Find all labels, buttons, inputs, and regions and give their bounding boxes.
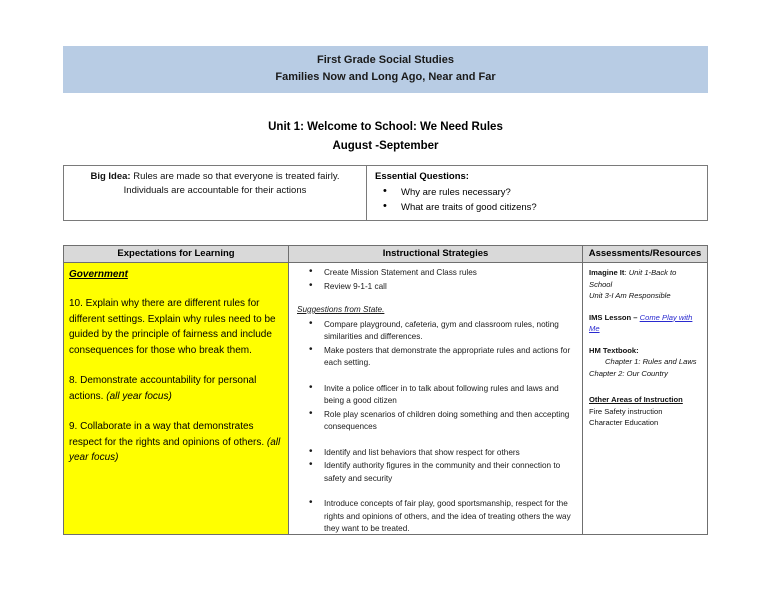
resource-ims-label: IMS Lesson – xyxy=(589,312,640,322)
essential-questions-title: Essential Questions: xyxy=(375,171,469,182)
list-item: • Compare playground, cafeteria, gym and classroom rules, noting similarities and differences. xyxy=(297,319,574,344)
big-idea-label: Big Idea: xyxy=(90,171,131,182)
expectation-item-8 xyxy=(69,373,283,404)
list-item: • Role play scenarios of children doing something and then accepting consequences xyxy=(297,409,574,434)
list-item: • What are traits of good citizens? xyxy=(375,200,701,215)
big-idea-text-1: Rules are made so that everyone is treated fairly. xyxy=(133,171,340,182)
column-header-strategies: Instructional Strategies xyxy=(289,246,583,262)
spacer xyxy=(589,335,701,345)
unit-title: Unit 1: Welcome to School: We Need Rules xyxy=(268,121,503,133)
resource-hm-chapter-1: Chapter 1: Rules and Laws xyxy=(605,357,697,366)
column-header-expectations: Expectations for Learning xyxy=(64,246,289,262)
spacer xyxy=(297,435,574,447)
big-idea-cell xyxy=(64,166,367,220)
spacer xyxy=(297,371,574,383)
resource-imagine-it-unit1: Unit 1-Back to School xyxy=(589,268,677,289)
resource-hm-textbook-label xyxy=(589,345,701,357)
expectation-item-9-note: (all year focus) xyxy=(69,436,281,463)
spacer xyxy=(589,379,701,394)
expectations-heading-government: Government xyxy=(69,269,128,280)
list-item: • Why are rules necessary? xyxy=(375,185,701,200)
resource-hm-chapter-1-line xyxy=(589,356,701,368)
resource-other-item: Fire Safety instruction xyxy=(589,406,663,416)
strategies-group-5 xyxy=(297,498,574,536)
resource-ims-lesson xyxy=(589,312,701,335)
resource-imagine-it-unit3: Unit 3-I Am Responsible xyxy=(589,291,671,300)
list-item: • Invite a police officer in to talk about following rules and laws and being a good citizen xyxy=(297,383,574,408)
resource-imagine-it-label: Imagine It xyxy=(589,268,625,277)
resource-ims-link[interactable]: Come Play with Me xyxy=(589,312,693,333)
table-header-row xyxy=(64,246,707,263)
strategies-group-1 xyxy=(297,267,574,293)
expectation-item-8-text: 8. Demonstrate accountability for personal actions. xyxy=(69,375,257,402)
banner-title-line-2: Families Now and Long Ago, Near and Far xyxy=(275,71,496,83)
column-header-assessments: Assessments/Resources xyxy=(588,248,702,259)
resource-other-item: Character Education xyxy=(589,418,659,427)
list-item: • Identify and list behaviors that show respect for others xyxy=(297,447,574,460)
list-item: • Introduce concepts of fair play, good sportsmanship, respect for the rights and opinions of others, and the idea of treating others the way they want to be treated. xyxy=(297,498,574,536)
resource-imagine-it-unit3-line xyxy=(589,290,701,302)
resource-imagine-it-sep: : xyxy=(624,268,627,277)
unit-heading xyxy=(63,118,708,156)
list-item: • Identify authority figures in the community and their connection to safety and security xyxy=(297,460,574,485)
table-body-row xyxy=(64,263,707,534)
cell-instructional-strategies xyxy=(289,263,583,534)
strategies-group-2 xyxy=(297,319,574,370)
expectation-item-9 xyxy=(69,419,283,466)
curriculum-map-table xyxy=(63,245,708,535)
unit-timeframe: August -September xyxy=(332,140,439,152)
list-item: • Create Mission Statement and Class rules xyxy=(297,267,574,280)
big-idea-line-1 xyxy=(70,170,360,184)
cell-assessments-resources xyxy=(583,263,707,534)
resource-hm-label: HM Textbook: xyxy=(589,345,639,355)
resource-other-areas-heading: Other Areas of Instruction xyxy=(589,395,683,404)
essential-questions-list xyxy=(375,185,701,215)
list-item: • Make posters that demonstrate the appropriate rules and actions for each setting. xyxy=(297,345,574,370)
strategies-group-3 xyxy=(297,383,574,434)
big-idea-essential-questions-box xyxy=(63,165,708,221)
strategies-subheading-state: Suggestions from State. xyxy=(297,305,385,314)
document-banner xyxy=(63,46,708,93)
cell-expectations-for-learning xyxy=(64,263,289,534)
expectation-item-10: 10. Explain why there are different rules for different settings. Explain why rules need to be guided by the principle of fairness and include consequences for those who break them. xyxy=(69,298,276,356)
spacer xyxy=(589,302,701,312)
spacer xyxy=(297,486,574,498)
big-idea-line-2: Individuals are accountable for their actions xyxy=(123,185,307,196)
resource-hm-chapter-2: Chapter 2: Our Country xyxy=(589,368,668,378)
essential-questions-cell xyxy=(367,166,707,220)
strategies-group-4 xyxy=(297,447,574,486)
expectation-item-8-note: (all year focus) xyxy=(106,390,172,402)
expectation-item-9-text: 9. Collaborate in a way that demonstrates respect for the rights and opinions of others. xyxy=(69,421,265,448)
resource-imagine-it xyxy=(589,267,701,290)
list-item: • Review 9-1-1 call xyxy=(297,281,574,294)
resource-hm-chapter-2-line xyxy=(589,368,701,380)
banner-title-line-1: First Grade Social Studies xyxy=(317,54,454,66)
